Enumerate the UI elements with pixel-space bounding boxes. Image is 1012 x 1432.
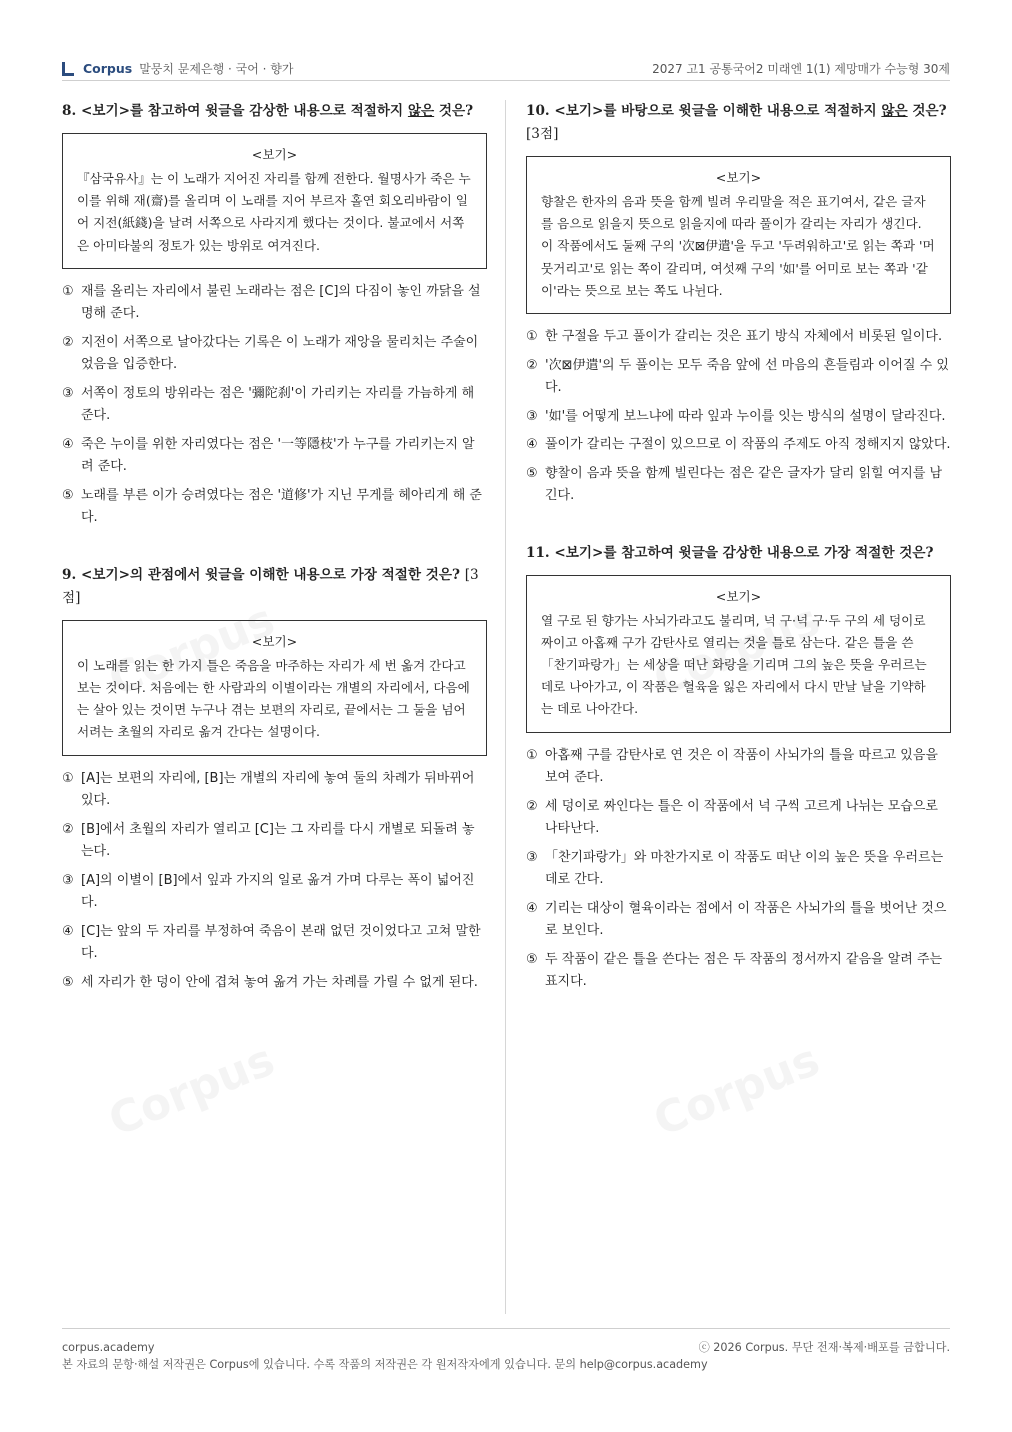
breadcrumb: 말뭉치 문제은행 · 국어 · 향가 [139, 62, 294, 76]
points-label: [3점] [62, 566, 479, 606]
emphasis: 않은 [407, 103, 435, 119]
option-3[interactable]: ③ '如'를 어떻게 보느냐에 따라 잎과 누이를 잇는 방식의 설명이 달라진다. [526, 408, 946, 424]
page-footer [62, 1328, 950, 1373]
corpus-logo-icon [62, 62, 74, 76]
option-3[interactable]: ③ 서쪽이 정토의 방위라는 점은 '彌陀刹'이 가리키는 자리를 가늠하게 해 준다. [62, 385, 475, 424]
bogi-box [526, 156, 951, 314]
option-5[interactable]: ⑤ 두 작품이 같은 틀을 쓴다는 점은 두 작품의 정서까지 같음을 알려 주는 표지다. [526, 951, 943, 990]
bogi-title: <보기> [715, 170, 762, 185]
option-4[interactable]: ④ 풀이가 갈리는 구절이 있으므로 이 작품의 주제도 아직 정해지지 않았다. [526, 437, 951, 453]
question-number: 8. [62, 103, 77, 119]
question-title: 11. <보기>를 참고하여 윗글을 감상한 내용으로 가장 적절한 것은? [526, 544, 934, 561]
question-8 [62, 100, 487, 530]
option-3[interactable]: ③ 「찬기파랑가」와 마찬가지로 이 작품도 떠난 이의 높은 뜻을 우러르는 데로 간다. [526, 849, 944, 888]
column-divider [505, 100, 506, 1314]
question-number: 9. [62, 566, 77, 583]
question-title: 10. <보기>를 바탕으로 윗글을 이해한 내용으로 적절하지 않은 것은? [3점] [526, 103, 947, 142]
bogi-box [62, 620, 487, 756]
bogi-title: <보기> [715, 588, 762, 604]
site-link[interactable]: corpus.academy [62, 1341, 155, 1354]
option-list [62, 281, 487, 530]
option-1[interactable]: ① 재를 올리는 자리에서 불린 노래라는 점은 [C]의 다짐이 놓인 까닭을 설명해 준다. [62, 283, 481, 322]
question-number: 11. [526, 544, 550, 561]
option-list [526, 745, 951, 994]
bogi-title: <보기> [251, 147, 298, 162]
question-9 [62, 564, 487, 994]
option-1[interactable]: ① [A]는 보편의 자리에, [B]는 개별의 자리에 놓여 둘의 차례가 뒤바뀌어 있다. [62, 770, 475, 809]
option-4[interactable]: ④ [C]는 앞의 두 자리를 부정하여 죽음이 본래 없던 것이었다고 고쳐 말한다. [62, 923, 481, 962]
brand [62, 60, 293, 77]
watermark [647, 1034, 827, 1146]
right-column [526, 100, 951, 1000]
left-column [62, 100, 487, 1000]
bogi-title: <보기> [251, 633, 298, 649]
bogi-text: 열 구로 된 향가는 사뇌가라고도 불리며, 넉 구·넉 구·두 구의 세 덩이로 짜이고 아홉째 구가 감탄사로 열리는 것을 틀로 삼는다. 같은 틀을 쓴 「찬기파랑가」는 세상을 떠난 화랑을 기리며 그의 높은 뜻을 우러르는 데로 나아가고, 이 작품은 혈육을 잃은 자리에서 다시 만날 날을 기약하는 데로 나아간다. [541, 612, 927, 717]
option-2[interactable]: ② 지전이 서쪽으로 날아갔다는 기록은 이 노래가 재앙을 물리치는 주술이었음을 입증한다. [62, 334, 479, 373]
option-5[interactable]: ⑤ 세 자리가 한 덩이 안에 겹쳐 놓여 옮겨 가는 차례를 가릴 수 없게 된다. [62, 974, 478, 990]
bogi-text: 『삼국유사』는 이 노래가 지어진 자리를 함께 전한다. 월명사가 죽은 누이를 위해 재(齋)를 올리며 이 노래를 지어 부르자 홀연 회오리바람이 일어 지전(紙錢)을 날려 서쪽으로 사라지게 했다는 것이다. 불교에서 서쪽은 아미타불의 정토가 있는 방위로 여겨진다. [77, 171, 471, 253]
bogi-box [62, 133, 487, 269]
question-title: 8. <보기>를 참고하여 윗글을 감상한 내용으로 적절하지 않은 것은? [62, 103, 474, 119]
page-header [62, 58, 950, 81]
option-1[interactable]: ① 아홉째 구를 감탄사로 연 것은 이 작품이 사뇌가의 틀을 따르고 있음을 보여 준다. [526, 747, 938, 786]
option-2[interactable]: ② [B]에서 초월의 자리가 열리고 [C]는 그 자리를 다시 개별로 되돌려 놓는다. [62, 821, 475, 860]
option-list [526, 326, 951, 508]
copyright-notice: 본 자료의 문항·해설 저작권은 Corpus에 있습니다. 수록 작품의 저작권은 각 원저작자에게 있습니다. 문의 help@corpus.academy [62, 1358, 708, 1371]
bogi-text: 향찰은 한자의 음과 뜻을 함께 빌려 우리말을 적은 표기여서, 같은 글자를 음으로 읽을지 뜻으로 읽을지에 따라 풀이가 갈리는 자리가 생긴다. 이 작품에서도 둘째 구의 '次⊠伊遣'을 두고 '두려워하고'로 읽는 쪽과 '머뭇거리고'로 읽는 쪽이 갈리며, 여섯째 구의 '如'를 어미로 보는 쪽과 '같이'라는 뜻으로 보는 쪽도 나뉜다. [541, 194, 935, 298]
bogi-box [526, 575, 951, 733]
option-2[interactable]: ② 세 덩이로 짜인다는 틀은 이 작품에서 넉 구씩 고르게 나뉘는 모습으로 나타난다. [526, 798, 938, 837]
brand-name: Corpus [83, 61, 133, 76]
option-4[interactable]: ④ 죽은 누이를 위한 자리였다는 점은 '一等隱枝'가 누구를 가리키는지 알려 준다. [62, 436, 475, 475]
bogi-text: 이 노래를 읽는 한 가지 틀은 죽음을 마주하는 자리가 세 번 옮겨 간다고 보는 것이다. 처음에는 한 사람과의 이별이라는 개별의 자리에서, 다음에는 살아 있는 것이면 누구나 겪는 보편의 자리로, 끝에서는 그 둘을 넘어서려는 초월의 자리로 옮겨 간다는 설명이다. [77, 657, 470, 740]
option-3[interactable]: ③ [A]의 이별이 [B]에서 잎과 가지의 일로 옮겨 가며 다루는 폭이 넓어진다. [62, 872, 475, 911]
option-5[interactable]: ⑤ 노래를 부른 이가 승려였다는 점은 '道修'가 지닌 무게를 헤아리게 해 준다. [62, 487, 482, 526]
watermark [102, 1034, 282, 1146]
option-4[interactable]: ④ 기리는 대상이 혈육이라는 점에서 이 작품은 사뇌가의 틀을 벗어난 것으로 보인다. [526, 900, 947, 939]
option-2[interactable]: ② '次⊠伊遣'의 두 풀이는 모두 죽음 앞에 선 마음의 흔들림과 이어질 수 있다. [526, 357, 949, 396]
question-11 [526, 542, 951, 994]
rights-notice: ⓒ 2026 Corpus. 무단 전재·복제·배포를 금합니다. [698, 1341, 950, 1354]
question-number: 10. [526, 103, 550, 119]
option-1[interactable]: ① 한 구절을 두고 풀이가 갈리는 것은 표기 방식 자체에서 비롯된 일이다. [526, 329, 943, 345]
option-5[interactable]: ⑤ 향찰이 음과 뜻을 함께 빌린다는 점은 같은 글자가 달리 읽힐 여지를 남긴다. [526, 465, 943, 504]
question-title: 9. <보기>의 관점에서 윗글을 이해한 내용으로 가장 적절한 것은? [3점] [62, 566, 479, 606]
emphasis: 않은 [881, 103, 908, 119]
question-10 [526, 100, 951, 508]
exam-title: 2027 고1 공통국어2 미래엔 1(1) 제망매가 수능형 30제 [652, 62, 950, 76]
points-label: [3점] [526, 126, 559, 142]
option-list [62, 768, 487, 995]
